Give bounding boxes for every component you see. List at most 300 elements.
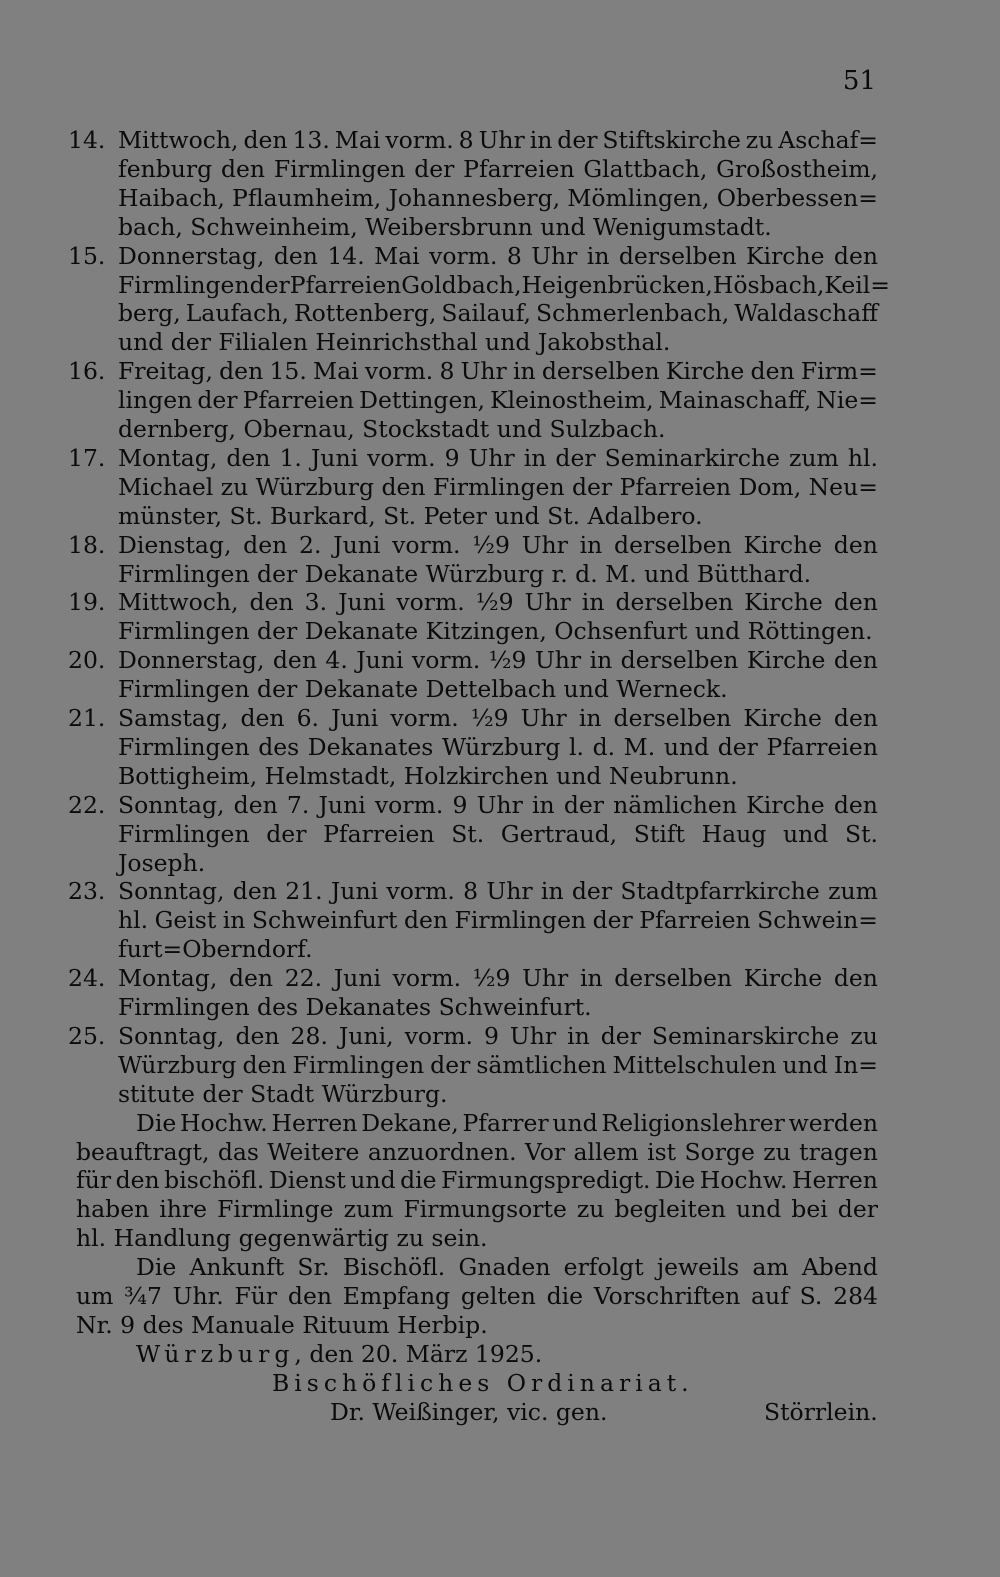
page-number: 51 xyxy=(842,66,876,96)
word: derselben xyxy=(614,964,733,993)
word: 1. xyxy=(279,443,302,472)
word: der xyxy=(430,1050,471,1079)
word: vorm. xyxy=(392,530,461,559)
word: Sorge xyxy=(684,1137,755,1166)
word: 15. xyxy=(269,357,307,386)
entry-line xyxy=(118,184,878,213)
word: Uhr xyxy=(521,530,568,559)
entry-line xyxy=(118,906,878,935)
word: Gertraud, xyxy=(500,819,618,848)
word: fenburg xyxy=(118,154,213,183)
entry-line xyxy=(118,964,878,993)
word: Mittwoch, xyxy=(118,588,239,617)
word: das xyxy=(217,1137,259,1166)
word: und xyxy=(735,1195,782,1224)
entry-line xyxy=(118,386,878,415)
entry-line: Firmlingen des Dekanates Schweinfurt. xyxy=(118,993,592,1021)
word: in xyxy=(578,704,602,732)
word: Keil= xyxy=(824,270,890,299)
paragraph-line xyxy=(76,1138,878,1167)
word: vorm. xyxy=(392,964,462,993)
word: des xyxy=(258,732,300,761)
word: Juni, xyxy=(338,1021,394,1050)
word: Seminarskirche xyxy=(651,1021,840,1050)
word: Uhr xyxy=(522,964,569,993)
entry-line: Bottigheim, Helmstadt, Holzkirchen und Neubrunn. xyxy=(118,761,738,790)
word: Firm= xyxy=(800,357,878,386)
word: Dienstag, xyxy=(118,530,232,559)
word: 13. xyxy=(292,126,330,154)
word: zum xyxy=(828,877,878,906)
word: Uhr xyxy=(520,704,567,732)
word: Würzburg xyxy=(255,472,375,501)
word: den xyxy=(242,1050,287,1079)
word: Juni xyxy=(338,588,386,617)
word: M. xyxy=(623,732,656,761)
word: Kirche xyxy=(665,357,745,386)
word: den xyxy=(381,472,426,501)
word: Mai xyxy=(334,126,381,154)
word: Pflaumheim, xyxy=(232,183,382,212)
word: Firmlingen xyxy=(118,270,250,299)
entry-line xyxy=(118,820,878,849)
word: Ankunft xyxy=(189,1253,285,1282)
paragraph-line xyxy=(76,1195,878,1224)
word: Uhr xyxy=(486,877,533,906)
word: Dettingen, xyxy=(359,386,485,415)
entry-line xyxy=(118,733,878,762)
entry-number: 20. xyxy=(68,646,106,675)
word: d. xyxy=(592,732,616,761)
entry-line: Firmlingen der Dekanate Kitzingen, Ochsenfurt und Röttingen. xyxy=(118,617,873,646)
word: in xyxy=(222,906,246,935)
word: Firmlinge xyxy=(217,1195,334,1224)
word: in xyxy=(512,357,536,386)
word: vorm. xyxy=(390,704,459,732)
word: 284 xyxy=(833,1282,878,1310)
word: in xyxy=(581,588,605,617)
entry-line xyxy=(118,155,878,184)
word: den xyxy=(272,646,317,675)
word: Kirche xyxy=(744,588,823,617)
word: St. xyxy=(451,819,485,848)
word: erfolgt xyxy=(563,1253,644,1282)
word: Schwein= xyxy=(757,906,878,935)
paragraph-line xyxy=(76,1282,878,1311)
word: den xyxy=(228,964,274,993)
word: der xyxy=(592,906,633,935)
word: Pfarreien xyxy=(323,819,435,848)
entry-number: 19. xyxy=(68,588,106,617)
word: Seminarkirche xyxy=(604,443,780,472)
word: Juni xyxy=(330,877,379,906)
word: vorm. xyxy=(429,241,498,270)
word: den xyxy=(226,443,271,472)
word: Dekane, xyxy=(361,1108,459,1137)
word: am xyxy=(752,1253,789,1282)
entry-number: 18. xyxy=(68,530,106,559)
word: den xyxy=(833,704,878,732)
word: Pfarreien xyxy=(463,154,575,183)
word: Würzburg xyxy=(441,732,561,761)
date-text: , den 20. März 1925. xyxy=(294,1339,543,1368)
word: Vor xyxy=(524,1137,566,1166)
word: den xyxy=(833,790,878,819)
entry-line: Joseph. xyxy=(118,848,206,877)
word: um xyxy=(76,1282,114,1310)
entry-line: münster, St. Burkard, St. Peter und St. Adalbero. xyxy=(118,501,703,530)
word: Montag, xyxy=(118,964,218,993)
entry-number: 14. xyxy=(68,126,106,154)
word: derselben xyxy=(614,530,732,559)
word: Firmlingen xyxy=(118,819,250,848)
word: den xyxy=(273,241,318,270)
word: Herren xyxy=(792,1166,878,1195)
entry-line: stitute der Stadt Würzburg. xyxy=(118,1079,448,1108)
word: der xyxy=(717,732,758,761)
word: 9 xyxy=(483,1021,499,1050)
word: 3. xyxy=(304,588,328,617)
word: Pfarrer xyxy=(462,1108,549,1137)
word: lingen xyxy=(118,386,193,415)
word: werden xyxy=(788,1108,878,1137)
word: jeweils xyxy=(656,1253,740,1282)
word: 8 xyxy=(439,357,455,386)
word: Juni xyxy=(333,964,381,993)
word: Firmlingen xyxy=(118,732,250,761)
word: begleiten xyxy=(614,1195,726,1224)
word: Firmlingen xyxy=(432,472,565,501)
word: der xyxy=(249,270,290,299)
entry-line xyxy=(118,791,878,820)
entry-line xyxy=(118,270,890,300)
word: Oberbessen= xyxy=(716,183,878,212)
entry-line xyxy=(118,1022,878,1051)
word: ihre xyxy=(159,1195,208,1224)
word: den xyxy=(233,790,278,819)
entry-number: 21. xyxy=(68,704,106,732)
word: der xyxy=(555,443,596,472)
word: Kleinostheim, xyxy=(490,386,654,415)
word: Donnerstag, xyxy=(118,241,265,270)
entry-line xyxy=(118,299,878,328)
word: In= xyxy=(833,1050,878,1079)
entry-line: furt=Oberndorf. xyxy=(118,935,313,964)
word: Uhr xyxy=(478,126,525,154)
word: Hochw. xyxy=(699,1166,788,1195)
word: zu xyxy=(576,1195,605,1224)
word: vorm. xyxy=(374,790,444,819)
word: Nie= xyxy=(816,386,878,415)
word: Mai xyxy=(374,241,420,270)
entry-line xyxy=(118,357,878,386)
word: der xyxy=(414,154,455,183)
entry-line xyxy=(118,877,878,906)
word: Sailauf, xyxy=(441,299,532,328)
word: Uhr xyxy=(524,588,571,617)
word: Die xyxy=(136,1108,177,1137)
secretary-signature: Störrlein. xyxy=(764,1397,878,1426)
word: Juni xyxy=(333,530,381,559)
word: Donnerstag, xyxy=(118,646,265,675)
word: Samstag, xyxy=(118,704,229,732)
word: 22. xyxy=(284,964,323,993)
word: den xyxy=(833,241,878,270)
word: ½9 xyxy=(472,530,510,559)
word: Hochw. xyxy=(180,1108,268,1137)
word: 4. xyxy=(325,646,348,675)
word: Großostheim, xyxy=(716,154,878,183)
entry-line xyxy=(118,473,878,502)
word: Pfarreien xyxy=(619,472,732,501)
word: den xyxy=(220,154,266,183)
word: Vorschriften xyxy=(593,1282,741,1310)
word: Heigenbrücken, xyxy=(521,270,713,299)
word: der xyxy=(197,386,238,415)
word: den xyxy=(833,530,878,559)
word: Schweinfurt xyxy=(251,906,398,935)
word: Rottenberg, xyxy=(293,299,437,328)
paragraph-line: Nr. 9 des Manuale Rituum Herbip. xyxy=(76,1310,488,1339)
entry-line xyxy=(118,1051,878,1080)
paragraph-line xyxy=(136,1253,878,1282)
word: 7. xyxy=(286,790,310,819)
word: ist xyxy=(647,1137,677,1166)
word: zum xyxy=(343,1195,394,1224)
word: bei xyxy=(791,1195,828,1224)
word: den xyxy=(243,530,288,559)
word: l. xyxy=(568,732,584,761)
word: zu xyxy=(745,126,774,154)
vicar-general-signature: Dr. Weißinger, vic. gen. xyxy=(330,1397,608,1426)
word: vorm. xyxy=(404,1021,473,1050)
word: Kirche xyxy=(746,646,826,675)
word: allem xyxy=(573,1137,639,1166)
entry-line: Firmlingen der Dekanate Dettelbach und Werneck. xyxy=(118,675,728,704)
word: Juni xyxy=(356,646,404,675)
word: Firmungspredigt. xyxy=(441,1166,651,1195)
word: Dom, xyxy=(738,472,802,501)
word: sämtlichen xyxy=(476,1050,607,1079)
entry-line xyxy=(118,444,878,473)
word: Firmlingen xyxy=(273,154,406,183)
word: Weitere xyxy=(267,1137,360,1166)
word: 28. xyxy=(290,1021,328,1050)
word: Mömlingen, xyxy=(567,183,710,212)
word: Sr. xyxy=(297,1253,330,1282)
entry-number: 17. xyxy=(68,443,106,472)
word: Mittelschulen xyxy=(612,1050,777,1079)
word: ½9 xyxy=(475,588,514,617)
word: Herren xyxy=(271,1108,358,1137)
entry-line xyxy=(118,531,878,560)
entry-number: 16. xyxy=(68,357,106,386)
word: Mittwoch, xyxy=(118,126,239,154)
word: vorm. xyxy=(386,877,455,906)
word: in xyxy=(540,877,564,906)
entry-line xyxy=(118,126,878,155)
word: 8 xyxy=(506,241,522,270)
place-date xyxy=(136,1340,542,1369)
word: in xyxy=(531,790,555,819)
word: der xyxy=(571,877,613,906)
entry-number: 24. xyxy=(68,964,106,993)
word: in xyxy=(523,443,547,472)
word: den xyxy=(243,126,288,154)
word: Kirche xyxy=(743,704,822,732)
word: haben xyxy=(76,1195,150,1224)
word: Laufach, xyxy=(185,299,289,328)
word: 21. xyxy=(285,877,323,906)
word: den xyxy=(833,588,878,617)
word: den xyxy=(240,704,285,732)
word: Sonntag, xyxy=(118,1021,225,1050)
word: 8 xyxy=(463,877,479,906)
entry-line xyxy=(118,704,878,733)
word: derselben xyxy=(620,646,739,675)
word: und xyxy=(782,1050,828,1079)
word: hl. xyxy=(118,906,149,935)
word: zu xyxy=(220,472,249,501)
word: Stadtpfarrkirche xyxy=(620,877,820,906)
word: in xyxy=(586,241,610,270)
word: derselben xyxy=(618,241,737,270)
word: vorm. xyxy=(367,443,436,472)
word: 9 xyxy=(444,443,460,472)
entry-line xyxy=(118,588,878,617)
office-name: Bischöfliches Ordinariat. xyxy=(272,1368,694,1397)
entry-line: bach, Schweinheim, Weibersbrunn und Wenigumstadt. xyxy=(118,212,772,241)
word: Schmerlenbach, xyxy=(536,299,730,328)
word: den xyxy=(219,357,264,386)
word: Die xyxy=(655,1166,696,1195)
word: Uhr xyxy=(534,646,582,675)
entry-number: 22. xyxy=(68,790,106,819)
word: hl. xyxy=(847,443,878,472)
word: Uhr xyxy=(476,790,523,819)
word: der xyxy=(266,819,307,848)
word: 9 xyxy=(452,790,468,819)
word: 2. xyxy=(299,530,322,559)
word: Empfang xyxy=(342,1282,451,1310)
word: Michael xyxy=(118,472,214,501)
entry-line xyxy=(118,242,878,271)
word: Pfarreien xyxy=(289,270,402,299)
word: in xyxy=(567,1021,590,1050)
entry-number: 25. xyxy=(68,1021,106,1050)
word: Freitag, xyxy=(118,357,213,386)
word: Pfarreien xyxy=(639,906,751,935)
word: Juni xyxy=(318,790,366,819)
word: Sonntag, xyxy=(118,790,225,819)
word: St. xyxy=(844,819,878,848)
word: Religionslehrer xyxy=(601,1108,785,1137)
word: der xyxy=(563,790,604,819)
word: Uhr xyxy=(460,357,507,386)
word: tragen xyxy=(799,1137,878,1166)
word: Mai xyxy=(313,357,359,386)
word: Stiftskirche xyxy=(602,126,741,154)
word: der xyxy=(600,1021,641,1050)
word: derselben xyxy=(541,357,660,386)
word: derselben xyxy=(615,588,734,617)
word: und xyxy=(663,732,710,761)
word: vorm. xyxy=(411,646,481,675)
word: Abend xyxy=(801,1253,878,1282)
word: und xyxy=(350,1166,396,1195)
word: Dekanates xyxy=(307,732,434,761)
word: ½9 xyxy=(470,704,509,732)
place-name: Würzburg xyxy=(136,1339,295,1368)
word: gelten xyxy=(460,1282,536,1310)
word: Uhr xyxy=(509,1021,557,1050)
word: Juni xyxy=(310,443,359,472)
word: derselben xyxy=(613,704,732,732)
word: Johannesberg, xyxy=(388,183,561,212)
word: Neu= xyxy=(808,472,878,501)
word: Für xyxy=(234,1282,278,1310)
word: auf xyxy=(751,1282,789,1310)
word: den xyxy=(287,1282,332,1310)
word: zum xyxy=(789,443,839,472)
word: Aschaf= xyxy=(778,126,878,154)
word: Firmlingen xyxy=(292,1050,425,1079)
word: Pfarreien xyxy=(242,386,355,415)
word: Kirche xyxy=(746,790,825,819)
word: den xyxy=(403,906,449,935)
word: Haibach, xyxy=(118,183,225,212)
word: beauftragt, xyxy=(76,1137,210,1166)
entry-line: Firmlingen der Dekanate Würzburg r. d. M. und Bütthard. xyxy=(118,559,812,588)
word: Bischöfl. xyxy=(342,1253,446,1282)
entry-line xyxy=(118,646,878,675)
entry-number: 23. xyxy=(68,877,106,906)
word: vorm. xyxy=(385,126,454,154)
word: Waldaschaff xyxy=(734,299,878,328)
entry-line: dernberg, Obernau, Stockstadt und Sulzbach. xyxy=(118,415,666,443)
word: der xyxy=(571,472,613,501)
word: Stift xyxy=(633,819,685,848)
word: Würzburg xyxy=(118,1050,237,1079)
word: Glattbach, xyxy=(583,154,708,183)
word: in xyxy=(529,126,553,154)
word: Sonntag, xyxy=(118,877,225,906)
entry-number: 15. xyxy=(68,241,106,270)
word: den xyxy=(833,964,878,993)
word: ½9 xyxy=(488,646,527,675)
word: den xyxy=(833,646,878,675)
word: anzuordnen. xyxy=(367,1137,517,1166)
word: Firmlingen xyxy=(454,906,587,935)
word: Hösbach, xyxy=(712,270,825,299)
paragraph-line xyxy=(76,1166,878,1195)
word: die xyxy=(546,1282,584,1310)
word: Uhr xyxy=(531,241,578,270)
word: in xyxy=(579,530,603,559)
word: Goldbach, xyxy=(401,270,522,299)
word: vorm. xyxy=(396,588,465,617)
word: den xyxy=(249,588,294,617)
word: zu xyxy=(763,1137,791,1166)
word: zu xyxy=(850,1021,878,1050)
word: Uhr xyxy=(468,443,515,472)
word: 14. xyxy=(327,241,365,270)
word: den xyxy=(750,357,795,386)
word: Montag, xyxy=(118,443,218,472)
word: in xyxy=(579,964,603,993)
word: vorm. xyxy=(364,357,434,386)
word: berg, xyxy=(118,299,181,328)
